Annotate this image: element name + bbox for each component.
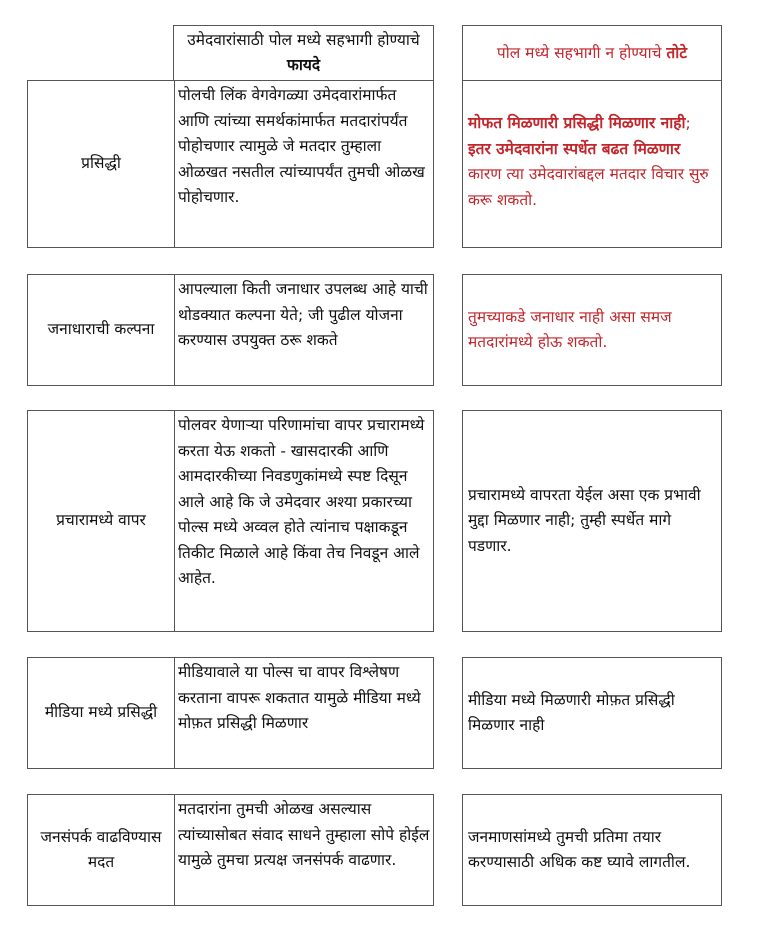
row-media-right (462, 657, 722, 769)
benefits-header-text: उमेदवारांसाठी पोल मध्ये सहभागी होण्याचे फायदे (187, 31, 420, 74)
drawback-outreach: जनमाणसांमध्ये तुमची प्रतिमा तयार करण्यासाठी अधिक कष्ट घ्यावे लागतील. (468, 827, 691, 871)
category-support-base: जनाधाराची कल्पना (47, 320, 155, 339)
benefit-outreach: मतदारांना तुमची ओळख असल्यास त्यांच्यासोबत संवाद साधने तुम्हाला सोपे होईल यामुळे तुमचा प्रत्यक्ष जनसंपर्क वाढणार. (174, 795, 433, 905)
drawbacks-header-text: पोल मध्ये सहभागी न होण्याचे तोटे (496, 43, 688, 62)
row-support-base-left (27, 274, 434, 386)
row-media-left (27, 657, 434, 769)
category-outreach: जनसंपर्क वाढविण्यास मदत (40, 827, 162, 871)
drawback-support-base: तुमच्याकडे जनाधार नाही असा समज मतदारांमध्ये होऊ शकतो. (468, 307, 672, 351)
benefit-support-base: आपल्याला किती जनाधार उपलब्ध आहे याची थोडक्यात कल्पना येते; जी पुढील योजना करण्यास उपयुक्त ठरू शकते (174, 275, 433, 385)
row-publicity-right (462, 80, 722, 248)
row-outreach-left (27, 794, 434, 906)
row-publicity-left (27, 80, 434, 248)
benefits-header (173, 25, 434, 81)
benefit-publicity: पोलची लिंक वेगवेगळ्या उमेदवारांमार्फत आणि त्यांच्या समर्थकांमार्फत मतदारांपर्यंत पोहोचणार त्यामुळे जे मतदार तुम्हाला ओळखत नसतील त्यांच्यापर्यंत तुमची ओळख पोहोचणार. (174, 81, 433, 247)
row-support-base-right (462, 274, 722, 386)
category-campaign-use: प्रचारामध्ये वापर (56, 511, 146, 530)
benefit-campaign-use: पोलवर येणाऱ्या परिणामांचा वापर प्रचारामध्ये करता येऊ शकतो - खासदारकी आणि आमदारकीच्या निवडणुकांमध्ये स्पष्ट दिसून आले आहे कि जे उमेदवार अश्या प्रकारच्या पोल्स मध्ये अव्वल होते त्यांनाच पक्षाकडून तिकीट मिळाले आहे किंवा तेच निवडून आले आहेत. (174, 411, 433, 631)
drawback-publicity: मोफत मिळणारी प्रसिद्धी मिळणार नाही; इतर उमेदवारांना स्पर्धेत बढत मिळणार कारण त्या उमेदवारांबद्दल मतदार विचार सुरु करू शकतो. (468, 114, 709, 209)
row-campaign-use-right (462, 410, 722, 632)
category-media: मीडिया मध्ये प्रसिद्धी (44, 703, 158, 722)
category-publicity: प्रसिद्धी (81, 154, 121, 173)
drawback-media: मीडिया मध्ये मिळणारी मोफ़त प्रसिद्धी मिळणार नाही (468, 690, 675, 734)
benefit-media: मीडियावाले या पोल्स चा वापर विश्लेषण करताना वापरू शकतात यामुळे मीडिया मध्ये मोफ़त प्रसिद्धी मिळणार (174, 658, 433, 768)
row-campaign-use-left (27, 410, 434, 632)
drawback-campaign-use: प्रचारामध्ये वापरता येईल असा एक प्रभावी मुद्दा मिळणार नाही; तुम्ही स्पर्धेत मागे पडणार. (468, 485, 701, 555)
drawbacks-header (462, 25, 722, 81)
row-outreach-right (462, 794, 722, 906)
